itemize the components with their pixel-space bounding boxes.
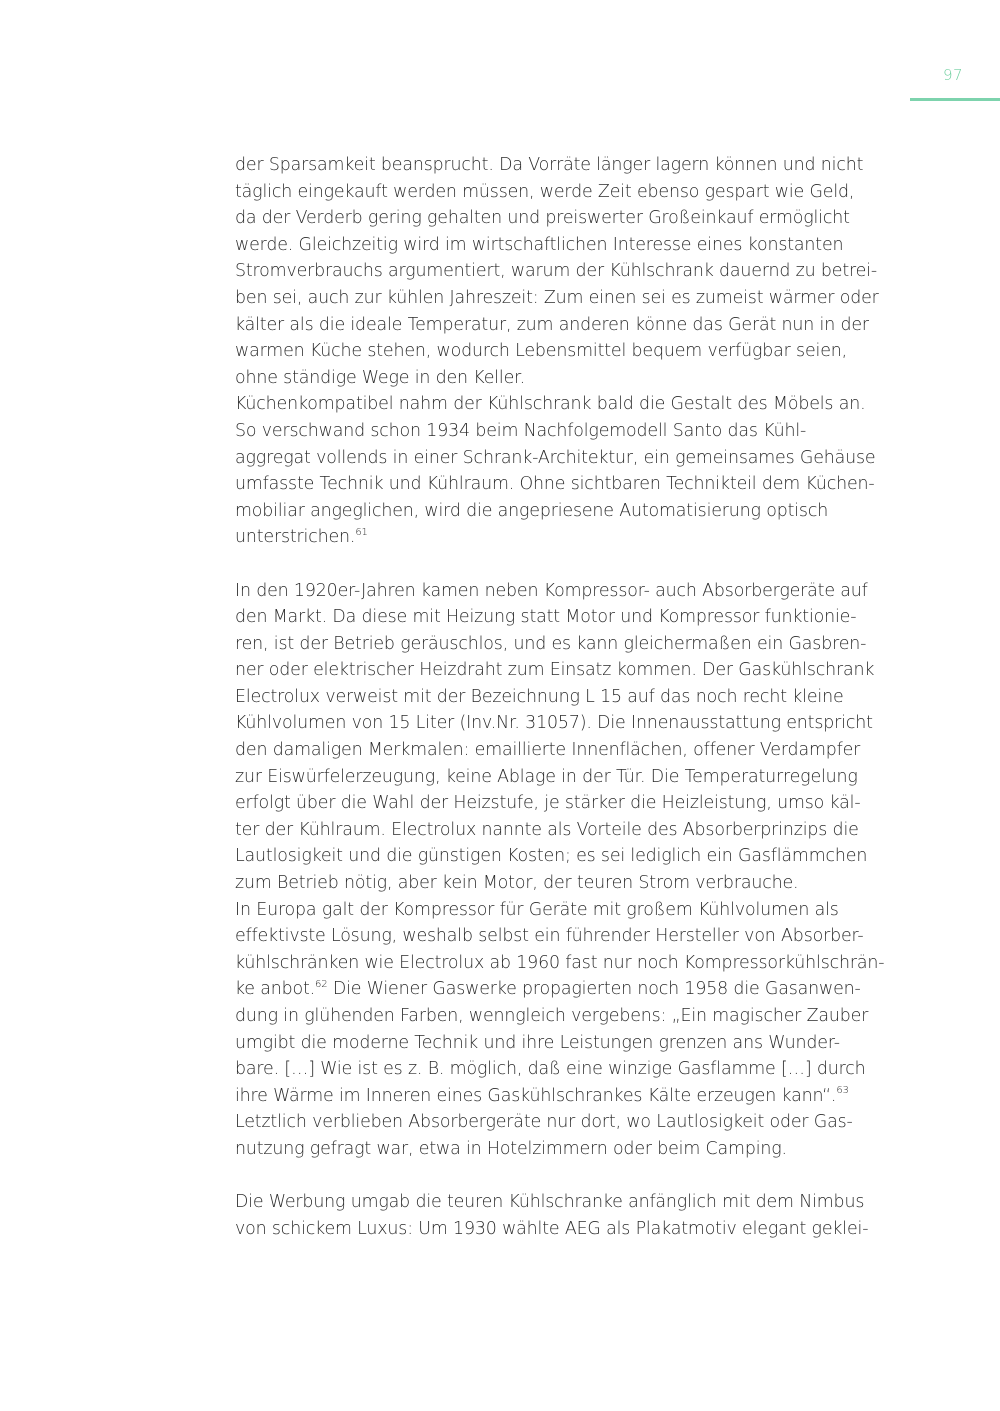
line-text: täglich eingekauft werden müssen, werde Zeit ebenso gespart wie Geld, [235, 181, 855, 202]
text-line [235, 1083, 905, 1110]
line-text: der Sparsamkeit beansprucht. Da Vorräte länger lagern können und nicht [235, 155, 864, 175]
text-line [235, 950, 905, 977]
text-line [235, 1189, 905, 1216]
text-line [235, 976, 905, 1003]
line-text: Die Werbung umgab die teuren Kühlschranke anfänglich mit dem Nimbus [235, 1192, 865, 1213]
footnote-marker[interactable]: 62 [315, 978, 328, 990]
text-line [235, 418, 905, 445]
line-text: ke anbot. [235, 979, 316, 1000]
line-text: Letztlich verblieben Absorbergeräte nur dort, wo Lautlosigkeit oder Gas- [235, 1112, 853, 1133]
text-line [235, 179, 905, 206]
line-text: ter der Kühlraum. Electrolux nannte als Vorteile des Absorberprinzips die [235, 819, 859, 840]
paragraph [235, 391, 905, 551]
text-line [235, 258, 905, 285]
text-line [235, 737, 905, 764]
line-text: dung in glühenden Farben, wenngleich vergebens: „Ein magischer Zauber [235, 1006, 869, 1026]
text-line [235, 923, 905, 950]
line-text: Electrolux verweist mit der Bezeichnung L 15 auf das noch recht kleine [235, 686, 844, 707]
text-line [235, 471, 905, 498]
line-text: ren, ist der Betrieb geräuschlos, und es kann gleichermaßen ein Gasbren- [235, 633, 867, 654]
line-text: So verschwand schon 1934 beim Nachfolgemodell Santo das Kühl- [235, 420, 807, 441]
line-text: da der Verderb gering gehalten und preiswerter Großeinkauf ermöglicht [235, 208, 850, 229]
page-number: 97 [943, 66, 964, 84]
line-text: aggregat vollends in einer Schrank-Architektur, ein gemeinsames Gehäuse [235, 447, 876, 468]
text-line [235, 843, 905, 870]
text-line [235, 1030, 905, 1057]
line-text: bare. […] Wie ist es z. B. möglich, daß eine winzige Gasflamme […] durch [235, 1059, 866, 1080]
line-text: warmen Küche stehen, wodurch Lebensmittel bequem verfügbar seien, [235, 341, 847, 362]
line-text: mobiliar angeglichen, wird die angepriesene Automatisierung optisch [235, 500, 829, 521]
line-text: ben sei, auch zur kühlen Jahreszeit: Zum einen sei es zumeist wärmer oder [235, 287, 879, 308]
text-line [235, 205, 905, 232]
page-header [910, 62, 1000, 102]
line-text: den damaligen Merkmalen: emaillierte Innenflächen, offener Verdampfer [235, 740, 861, 761]
footnote-marker[interactable]: 61 [355, 526, 368, 538]
line-text: von schickem Luxus: Um 1930 wählte AEG als Plakatmotiv elegant geklei- [235, 1218, 869, 1239]
text-line [235, 578, 905, 605]
line-text: effektivste Lösung, weshalb selbst ein führender Hersteller von Absorber- [235, 926, 864, 947]
text-line [235, 232, 905, 259]
text-line [235, 1216, 905, 1243]
text-line [235, 604, 905, 631]
paragraph [235, 897, 905, 1163]
line-text: werde. Gleichzeitig wird im wirtschaftlichen Interesse eines konstanten [235, 234, 844, 255]
text-line [235, 710, 905, 737]
line-text: Kühlvolumen von 15 Liter (Inv.Nr. 31057). Die Innenausstattung entspricht [235, 713, 873, 734]
line-text: nutzung gefragt war, etwa in Hotelzimmern oder beim Camping. [235, 1138, 787, 1159]
text-line [235, 445, 905, 472]
paragraph [235, 1189, 905, 1242]
line-text: kälter als die ideale Temperatur, zum anderen könne das Gerät nun in der [235, 314, 869, 335]
line-text: umfasste Technik und Kühlraum. Ohne sichtbaren Technikteil dem Küchen- [235, 474, 875, 495]
text-line [235, 870, 905, 897]
line-text: Stromverbrauchs argumentiert, warum der Kühlschrank dauernd zu betrei- [235, 261, 877, 282]
line-text: ner oder elektrischer Heizdraht zum Einsatz kommen. Der Gaskühlschrank [235, 660, 875, 681]
paragraph [235, 152, 905, 391]
line-text: unterstrichen. [235, 527, 356, 548]
text-line [235, 684, 905, 711]
line-text: erfolgt über die Wahl der Heizstufe, je stärker die Heizleistung, umso käl- [235, 793, 861, 814]
text-line [235, 338, 905, 365]
text-line [235, 1056, 905, 1083]
text-line [235, 498, 905, 525]
header-rule [910, 98, 1000, 101]
text-line [235, 524, 905, 551]
text-line [235, 897, 905, 924]
text-line [235, 1109, 905, 1136]
text-line [235, 817, 905, 844]
line-text: Lautlosigkeit und die günstigen Kosten; es sei lediglich ein Gasflämmchen [235, 846, 868, 867]
line-text: Küchenkompatibel nahm der Kühlschrank bald die Gestalt des Möbels an. [235, 394, 866, 415]
footnote-marker[interactable]: 63 [836, 1084, 849, 1096]
line-text: In Europa galt der Kompressor für Geräte mit großem Kühlvolumen als [235, 899, 839, 920]
line-text: zum Betrieb nötig, aber kein Motor, der teuren Strom verbrauche. [235, 873, 799, 894]
text-line [235, 312, 905, 339]
line-text: kühlschränken wie Electrolux ab 1960 fast nur noch Kompressorkühlschrän- [235, 952, 885, 973]
text-line [235, 764, 905, 791]
text-line [235, 790, 905, 817]
text-line [235, 285, 905, 312]
text-line [235, 391, 905, 418]
text-line [235, 1003, 905, 1030]
text-line [235, 365, 905, 392]
text-line [235, 657, 905, 684]
body-text [235, 152, 905, 1242]
line-text: den Markt. Da diese mit Heizung statt Motor und Kompressor funktionie- [235, 607, 857, 628]
line-text: ihre Wärme im Inneren eines Gaskühlschrankes Kälte erzeugen kann“. [235, 1085, 837, 1106]
paragraph [235, 578, 905, 897]
line-text-continued: Die Wiener Gaswerke propagierten noch 1958 die Gasanwen- [327, 979, 861, 1000]
line-text: umgibt die moderne Technik und ihre Leistungen grenzen ans Wunder- [235, 1032, 840, 1053]
text-line [235, 631, 905, 658]
text-line [235, 152, 905, 179]
text-line [235, 1136, 905, 1163]
line-text: zur Eiswürfelerzeugung, keine Ablage in der Tür. Die Temperaturregelung [235, 766, 858, 787]
line-text: ohne ständige Wege in den Keller. [235, 367, 525, 388]
line-text: In den 1920er-Jahren kamen neben Kompressor- auch Absorbergeräte auf [235, 580, 868, 601]
